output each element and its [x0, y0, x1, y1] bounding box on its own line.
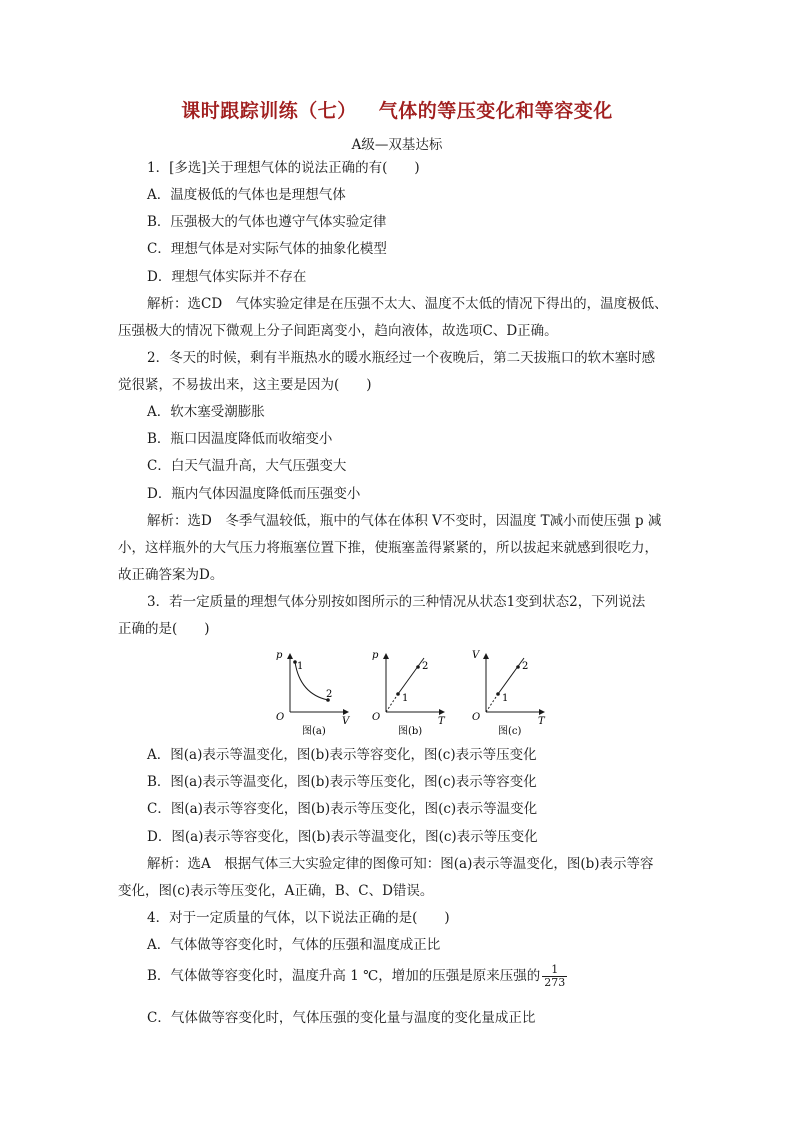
- q2-option-b: B．瓶口因温度降低而收缩变小: [147, 431, 333, 447]
- q3-figure: [268, 646, 560, 738]
- graph-b-point-2-label: 2: [422, 661, 429, 672]
- graph-b-ylabel: p: [372, 650, 379, 661]
- q2-stem-line: 2．冬天的时候，剩有半瓶热水的暖水瓶经过一个夜晚后，第二天拔瓶口的软木塞时感: [147, 350, 656, 366]
- q2-stem-line: 觉很紧，不易拔出来，这主要是因为( ): [118, 377, 372, 393]
- graph-b: [372, 650, 446, 737]
- page-title: [0, 96, 794, 123]
- graph-b-origin: O: [372, 712, 381, 723]
- graph-c-xlabel: T: [538, 716, 545, 727]
- graph-a-point-1-label: 1: [297, 661, 304, 672]
- graph-b-dashed-extension: [386, 694, 398, 712]
- graph-c-point-1-label: 1: [502, 693, 509, 704]
- graph-c-point-1: [496, 692, 500, 696]
- q3-option-c: C．图(a)表示等容变化，图(b)表示等压变化，图(c)表示等温变化: [147, 801, 538, 817]
- q2-option-a: A．软木塞受潮膨胀: [147, 404, 265, 420]
- q4-option-a: A．气体做等容变化时，气体的压强和温度成正比: [147, 937, 441, 953]
- q4-option-b-text: B．气体做等容变化时，温度升高 1 ℃，增加的压强是原来压强的: [147, 968, 541, 984]
- q3-option-b: B．图(a)表示等温变化，图(b)表示等压变化，图(c)表示等容变化: [147, 774, 537, 790]
- graph-a-origin: O: [276, 712, 285, 723]
- graph-a-point-2-label: 2: [326, 689, 333, 700]
- graph-b-caption: 图(b): [398, 726, 423, 737]
- graph-b-point-2: [416, 665, 420, 669]
- fraction-numerator: 1: [542, 964, 567, 977]
- q2-analysis-line: 故正确答案为D。: [118, 567, 224, 583]
- q4-option-c: C．气体做等容变化时，气体压强的变化量与温度的变化量成正比: [147, 1010, 536, 1026]
- graph-c-ylabel: V: [472, 650, 480, 661]
- graph-c-dashed-extension: [486, 694, 498, 712]
- q3-option-d: D．图(a)表示等容变化，图(b)表示等温变化，图(c)表示等压变化: [147, 829, 538, 845]
- q1-stem: 1．[多选]关于理想气体的说法正确的有( ): [147, 160, 420, 176]
- title-topic: 气体的等压变化和等容变化: [378, 100, 613, 122]
- graph-c-point-2-label: 2: [522, 661, 529, 672]
- q3-analysis-line: 解析：选A 根据气体三大实验定律的图像可知：图(a)表示等温变化，图(b)表示等容: [147, 856, 654, 872]
- section-subtitle: A级—双基达标: [351, 137, 443, 153]
- title-main: 课时跟踪训练（七）: [181, 100, 357, 122]
- q2-analysis-line: 解析：选D 冬季气温较低，瓶中的气体在体积 V不变时，因温度 T减小而使压强 p 减: [147, 513, 662, 529]
- q1-analysis-line: 解析：选CD 气体实验定律是在压强不太大、温度不太低的情况下得出的，温度极低、: [147, 296, 668, 312]
- q4-stem: 4．对于一定质量的气体，以下说法正确的是( ): [147, 910, 450, 926]
- graph-b-line: [398, 658, 424, 694]
- graph-a-ylabel: p: [276, 650, 283, 661]
- q3-analysis-line: 变化，图(c)表示等压变化，A正确，B、C、D错误。: [118, 883, 434, 899]
- q2-option-c: C．白天气温升高，大气压强变大: [147, 458, 347, 474]
- graph-b-point-1-label: 1: [402, 693, 409, 704]
- q1-option-c: C．理想气体是对实际气体的抽象化模型: [147, 241, 387, 257]
- graph-a-caption: 图(a): [302, 726, 326, 737]
- graph-a: [276, 650, 351, 737]
- q1-option-b: B．压强极大的气体也遵守气体实验定律: [147, 214, 387, 230]
- graph-b-xlabel: T: [438, 716, 445, 727]
- fraction: [542, 964, 567, 989]
- q3-option-a: A．图(a)表示等温变化，图(b)表示等容变化，图(c)表示等压变化: [147, 747, 537, 763]
- graph-c-caption: 图(c): [498, 726, 522, 737]
- graph-b-point-1: [396, 692, 400, 696]
- q1-option-a: A．温度极低的气体也是理想气体: [147, 187, 346, 203]
- graph-c-line: [498, 658, 524, 694]
- graph-a-xlabel: V: [342, 716, 350, 727]
- q2-option-d: D．瓶内气体因温度降低而压强变小: [147, 486, 361, 502]
- q1-option-d: D．理想气体实际并不存在: [147, 269, 307, 285]
- q1-analysis-line: 压强极大的情况下微观上分子间距离变小，趋向液体，故选项C、D正确。: [118, 323, 558, 339]
- q3-stem-line: 3．若一定质量的理想气体分别按如图所示的三种情况从状态1变到状态2，下列说法: [147, 594, 646, 610]
- fraction-denominator: 273: [544, 976, 566, 989]
- graph-c: [472, 650, 546, 737]
- q4-option-b: [147, 964, 567, 989]
- q2-analysis-line: 小，这样瓶外的大气压力将瓶塞位置下推，使瓶塞盖得紧紧的，所以拔起来就感到很吃力，: [118, 540, 658, 556]
- graph-c-origin: O: [472, 712, 481, 723]
- q3-stem-line: 正确的是( ): [118, 621, 210, 637]
- graph-c-point-2: [516, 665, 520, 669]
